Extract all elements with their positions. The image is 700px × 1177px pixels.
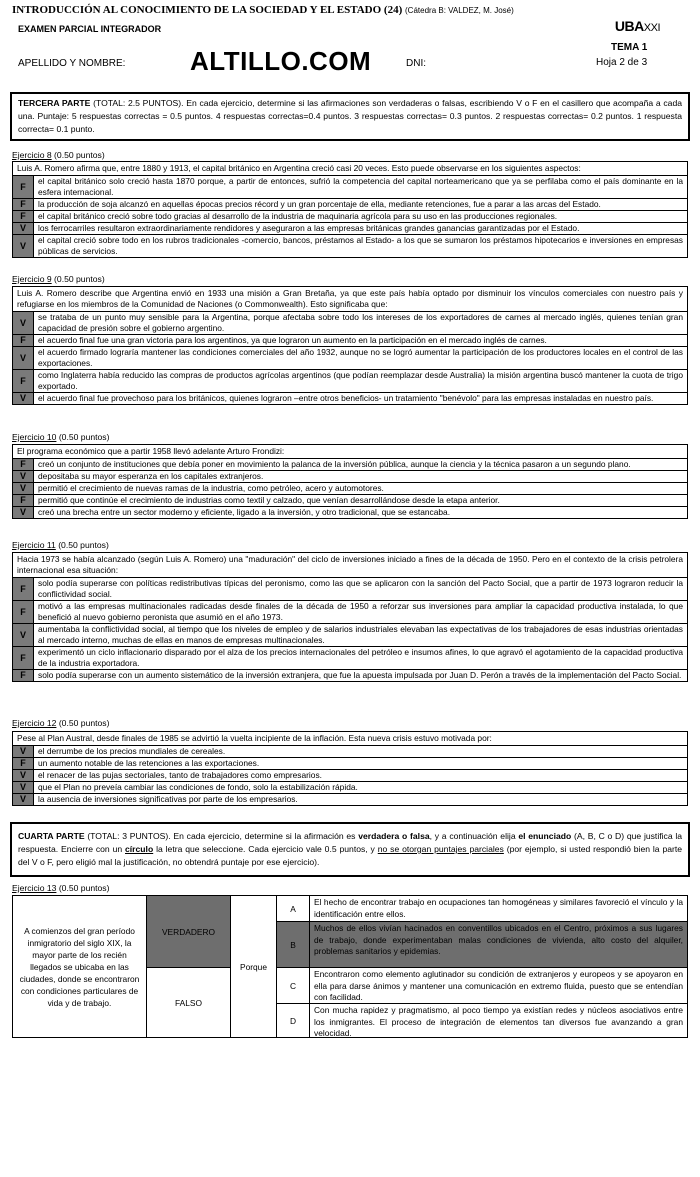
exercise-13-title: Ejercicio 13 (0.50 puntos) [12,883,110,893]
statement: un aumento notable de las retenciones a las exportaciones. [38,758,260,768]
exercise-title: Ejercicio 8 (0.50 puntos) [12,150,105,160]
tf-row [13,770,687,782]
answer-box[interactable]: F [13,647,34,669]
exercise-10 [12,444,688,519]
answer-box[interactable]: F [13,211,34,222]
statement: solo podía superarse con un aumento sistemático de la inversión extranjera, que fue la apuesta impulsada por Juan D. Perón a través de la implementación del Pacto Social. [38,670,682,680]
justification-b[interactable]: B Muchos de ellos vivían hacinados en conventillos ubicados en el Centro, próximos a sus lugares de trabajo, donde experimentaban malas condiciones de vivienda, alto costo del alquiler, problemas sanitarios y epidemias. [277,922,687,968]
tf-row [13,370,687,393]
course-title: INTRODUCCIÓN AL CONOCIMIENTO DE LA SOCIEDAD Y EL ESTADO (24) (Cátedra B: VALDEZ, M. José) [12,4,514,16]
tf-row [13,393,687,404]
exercise-intro: Hacia 1973 se había alcanzado (según Luis A. Romero) una "maduración" del ciclo de inversiones iniciado a fines de la década de 1950. Pero en el contexto de la crisis petrolera internacional esa situación: [13,553,687,578]
apellido-label: APELLIDO Y NOMBRE: [18,58,126,69]
part4-instructions: CUARTA PARTE (TOTAL: 3 PUNTOS). En cada ejercicio, determine si la afirmación es verdadera o falsa, y a continuación elija el enunciado (A, B, C o D) que justifica la respuesta. Encierre con un círculo la letra que seleccione. Cada ejercicio vale 0.5 puntos, y no se otorgan puntajes parciales (por ejemplo, si usted respondió bien la parte del V o F, pero eligió mal la justificación, no obtendrá puntaje por ese ejercicio). [10,822,690,877]
tf-row [13,211,687,223]
statement: el acuerdo firmado lograría mantener las condiciones comerciales del año 1932, aunque no se logró aumentar la participación de los productores locales en el control de las exportaciones. [38,347,683,368]
justification-c[interactable]: C Encontraron como elemento aglutinador su condición de extranjeros y europeos y se apoyaron en ella para darse ánimos y mantener una comunicación en extremo fluida, puesto que se entendían con facilidad. [277,968,687,1004]
statement: el derrumbe de los precios mundiales de cereales. [38,746,226,756]
tf-row [13,758,687,770]
tf-row [13,782,687,794]
tf-row [13,495,687,507]
catedra: (Cátedra B: VALDEZ, M. José) [405,6,514,15]
option-falso[interactable]: FALSO [147,968,231,1037]
tf-row [13,483,687,495]
statement: se trataba de un punto muy sensible para la Argentina, porque afectaba sobre todo los intereses de los exportadores de carnes al mercado inglés, quienes tenían gran capacidad de presión sobre el gobierno argentino. [38,312,683,333]
exercise-8 [12,161,688,258]
statement: la producción de soja alcanzó en aquellas épocas precios récord y un gran porcentaje de ella, mediante retenciones, fue a parar a las arcas del Estado. [38,199,601,209]
exercise-title: Ejercicio 10 (0.50 puntos) [12,432,110,442]
exercise-intro: Pese al Plan Austral, desde finales de 1985 se advirtió la vuelta incipiente de la inflación. Esta nueva crisis estuvo motivada por: [13,732,687,746]
exercise-title: Ejercicio 11 (0.50 puntos) [12,540,109,550]
answer-box[interactable]: V [13,794,34,805]
answer-box[interactable]: V [13,770,34,781]
tf-row [13,235,687,257]
altillo-logo: ALTILLO.COM [190,46,372,76]
exercise-intro: El programa económico que a partir 1958 llevó adelante Arturo Frondizi: [13,445,687,459]
answer-box[interactable]: F [13,176,34,198]
statement: los ferrocarriles resultaron extraordinariamente rendidores y aseguraron a las empresas británicas grandes ganancias garantizadas por el Estado. [38,223,580,233]
exercise-12 [12,731,688,806]
tf-row [13,176,687,199]
answer-box[interactable]: F [13,670,34,681]
answer-box[interactable]: V [13,312,34,334]
tf-row [13,746,687,758]
answer-box[interactable]: V [13,471,34,482]
answer-box[interactable]: F [13,758,34,769]
statement: creó un conjunto de instituciones que debía poner en movimiento la palanca de la inversión pública, aunque la ciencia y la técnica pasaron a un segundo plano. [38,459,631,469]
answer-box[interactable]: V [13,782,34,793]
exercise-9 [12,286,688,405]
option-verdadero[interactable]: VERDADERO [147,896,231,968]
statement: como Inglaterra había reducido las compras de productos agrícolas argentinos (que podían reemplazar desde Australia) la misión argentina buscó mantener la cuota de trigo exportado. [38,370,683,391]
exercise-intro: Luis A. Romero describe que Argentina envió en 1933 una misión a Gran Bretaña, ya que este país había optado por disminuir los vínculos comerciales con nuestro país y refugiarse en los miembros de la Comunidad de Naciones (o Commonwealth). Esto significaba que: [13,287,687,312]
statement: permitió que continúe el crecimiento de industrias como textil y calzado, que venían desarrollándose desde la etapa anterior. [38,495,500,505]
tf-row [13,335,687,347]
exercise-statement: A comienzos del gran período inmigratorio del siglo XIX, la mayor parte de los recién llegados se ubicaba en las ciudades, donde se encontraron con condiciones particulares de vida y de trabajo. [13,896,147,1037]
statement: depositaba su mayor esperanza en los capitales extranjeros. [38,471,264,481]
answer-box[interactable]: V [13,393,34,404]
statement: que el Plan no preveía cambiar las condiciones de fondo, solo la estabilización rápida. [38,782,358,792]
tf-row [13,347,687,370]
exercise-title: Ejercicio 9 (0.50 puntos) [12,274,105,284]
answer-box[interactable]: F [13,335,34,346]
part3-instructions: TERCERA PARTE (TOTAL: 2.5 PUNTOS). En cada ejercicio, determine si las afirmaciones son verdaderas o falsas, escribiendo V o F en el casillero que acompaña a cada una. Puntaje: 5 respuestas correctas = 0.5 puntos. 4 respuestas correctas=0.4 puntos. 3 respuestas correctas= 0.3 puntos. 2 respuestas correctas= 0.2 puntos. 1 respuesta correcta= 0.1 punto. [10,92,690,141]
exam-name: EXAMEN PARCIAL INTEGRADOR [18,24,162,34]
statement: el acuerdo final fue provechoso para los británicos, quienes lograron –entre otros beneficios- un tratamiento "benévolo" para las empresas instaladas en nuestro país. [38,393,654,403]
answer-box[interactable]: F [13,199,34,210]
answer-box[interactable]: F [13,578,34,600]
tf-row [13,647,687,670]
answer-box[interactable]: F [13,370,34,392]
statement: la ausencia de inversiones significativas por parte de los empresarios. [38,794,298,804]
tema-label: TEMA 1 [611,42,648,53]
statement: solo podía superarse con políticas redistributivas típicas del peronismo, como las que se aplicaron con la sanción del Pacto Social, que a partir de 1973 lograron reducir la conflictividad social. [38,578,683,599]
statement: permitió el crecimiento de nuevas ramas de la industria, como petróleo, acero y automotores. [38,483,384,493]
statement: el capital británico solo creció hasta 1870 porque, a partir de entonces, sufrió la competencia del capital norteamericano que ya se perfilaba como el país dominante en la esfera internacional. [38,176,683,197]
answer-box[interactable]: V [13,624,34,646]
uba-logo: UBAXXI [614,18,660,34]
statement: motivó a las empresas multinacionales radicadas desde finales de la década de 1950 a reforzar sus inversiones para ampliar la capacidad productiva instalada, lo que benefició al nuevo gobierno peronista que asumió en el año 1973. [38,601,683,622]
tf-row [13,312,687,335]
statement: el renacer de las pujas sectoriales, tanto de trabajadores como empresarios. [38,770,322,780]
statement: el capital creció sobre todo en los rubros tradicionales -comercio, bancos, préstamos al Estado- a los que se sumaron los préstamos hipotecarios e inversiones en empresas públicas de servicios. [38,235,683,256]
dni-label: DNI: [406,58,426,69]
tf-row [13,199,687,211]
answer-box[interactable]: V [13,483,34,494]
answer-box[interactable]: V [13,507,34,518]
tf-row [13,459,687,471]
tf-row [13,507,687,518]
answer-box[interactable]: V [13,235,34,257]
answer-box[interactable]: V [13,223,34,234]
statement: creó una brecha entre un sector moderno y eficiente, ligado a la inversión, y otro tradicional, que se estancaba. [38,507,451,517]
tf-row [13,471,687,483]
answer-box[interactable]: F [13,601,34,623]
tf-row [13,670,687,681]
exercise-13-table [12,895,688,1038]
statement: el acuerdo final fue una gran victoria para los argentinos, ya que lograron un aumento en la participación en el mercado inglés de carnes. [38,335,547,345]
tf-row [13,624,687,647]
statement: aumentaba la conflictividad social, al tiempo que los niveles de empleo y de salarios industriales elevaban las expectativas de los trabajadores de esas industrias orientadas al mercado interno, muchas de ellas en manos de empresas multinacionales. [38,624,683,645]
tf-row [13,794,687,805]
exercise-11 [12,552,688,682]
porque-label: Porque [231,896,277,1037]
justification-d[interactable]: D Con mucha rapidez y pragmatismo, al poco tiempo ya existían redes y núcleos asociativos entre los inmigrantes. El proceso de integración de elementos tan diversos fue avanzando a gran velocidad. [277,1004,687,1037]
tf-row [13,601,687,624]
exercise-intro: Luis A. Romero afirma que, entre 1880 y 1913, el capital británico en Argentina creció casi 20 veces. Esto puede observarse en los siguientes aspectos: [13,162,687,176]
statement: experimentó un ciclo inflacionario disparado por el alza de los precios internacionales del petróleo e insumos afines, lo que agravó el agotamiento de la capacidad productiva de la industria exportadora. [38,647,683,668]
answer-box[interactable]: F [13,459,34,470]
answer-box[interactable]: V [13,347,34,369]
exercise-title: Ejercicio 12 (0.50 puntos) [12,718,110,728]
statement: el capital británico creció sobre todo gracias al desarrollo de la industria de maquinaria agrícola para su uso en las producciones regionales. [38,211,558,221]
answer-box[interactable]: V [13,746,34,757]
justification-a[interactable]: A El hecho de encontrar trabajo en ocupaciones tan homogéneas y similares favoreció el vínculo y la identificación entre ellos. [277,896,687,922]
tf-row [13,223,687,235]
tf-row [13,578,687,601]
answer-box[interactable]: F [13,495,34,506]
page-indicator: Hoja 2 de 3 [596,57,648,68]
